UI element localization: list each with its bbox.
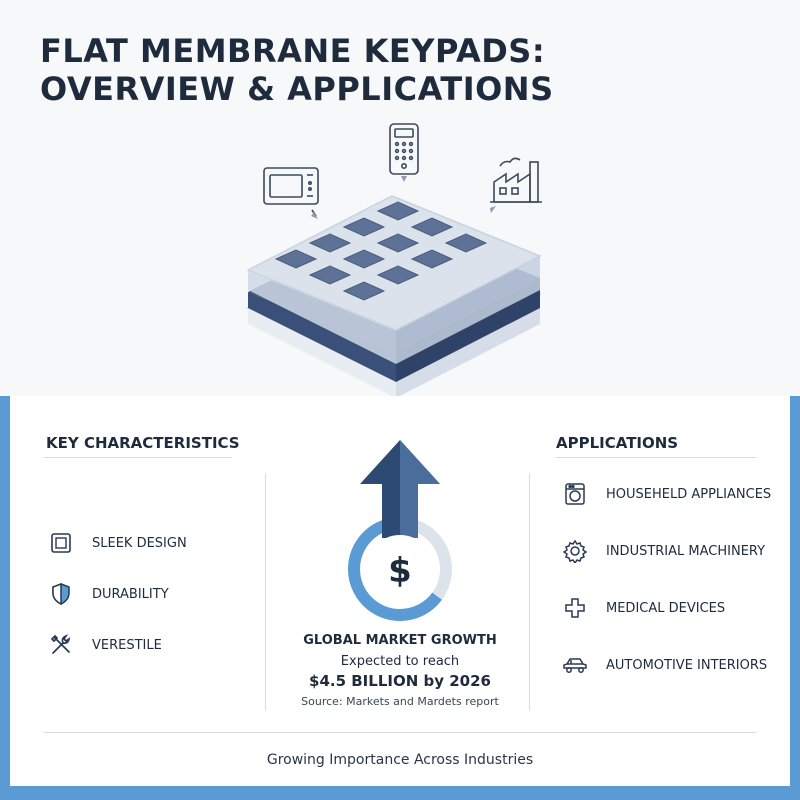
application-label: AUTOMOTIVE INTERIORS	[606, 657, 768, 673]
frame-bottom	[0, 786, 800, 800]
frame-right	[790, 396, 800, 786]
keypad-illustration	[0, 110, 800, 410]
shield-icon	[48, 581, 74, 607]
growth-graphic	[330, 436, 470, 626]
applications-divider	[556, 457, 756, 458]
frame-left	[0, 396, 10, 786]
title-line-2: OVERVIEW & APPLICATIONS	[40, 70, 554, 108]
growth-arrow-icon	[360, 440, 440, 538]
dollar-icon: $	[388, 551, 412, 591]
microwave-icon	[264, 168, 318, 216]
growth-value: $4.5 BILLION by 2026	[309, 672, 491, 690]
growth-title: GLOBAL MARKET GROWTH	[303, 633, 497, 648]
characteristic-item	[48, 632, 162, 658]
car-icon	[562, 652, 588, 678]
tools-icon	[48, 632, 74, 658]
application-item	[562, 595, 725, 621]
application-label: HOUSEHELD APPLIANCES	[606, 486, 772, 502]
medical-cross-icon	[562, 595, 588, 621]
factory-icon	[490, 158, 542, 202]
characteristics-heading: KEY CHARACTERISTICS	[46, 434, 240, 452]
application-item	[562, 481, 771, 507]
characteristic-label: DURABILITY	[92, 586, 169, 602]
footer-divider	[44, 732, 756, 733]
remote-control-icon	[390, 124, 418, 174]
footer-tagline: Growing Importance Across Industries	[266, 752, 534, 768]
characteristic-item	[48, 530, 187, 556]
washing-machine-icon	[562, 481, 588, 507]
column-divider-left	[265, 474, 266, 710]
application-label: INDUSTRIAL MACHINERY	[606, 543, 766, 559]
characteristic-item	[48, 581, 169, 607]
application-item	[562, 538, 765, 564]
characteristics-divider	[44, 457, 232, 458]
title-line-1: FLAT MEMBRANE KEYPADS:	[40, 32, 546, 70]
growth-subtitle: Expected to reach	[340, 654, 460, 669]
square-frame-icon	[48, 530, 74, 556]
gear-icon	[562, 538, 588, 564]
growth-source: Source: Markets and Mardets report	[301, 695, 499, 708]
characteristic-label: SLEEK DESIGN	[92, 535, 187, 551]
characteristic-label: VERESTILE	[92, 637, 162, 653]
page-title	[40, 32, 740, 108]
membrane-keypad	[248, 196, 540, 398]
applications-heading: APPLICATIONS	[556, 434, 679, 452]
application-item	[562, 652, 767, 678]
application-label: MEDICAL DEVICES	[606, 600, 726, 616]
